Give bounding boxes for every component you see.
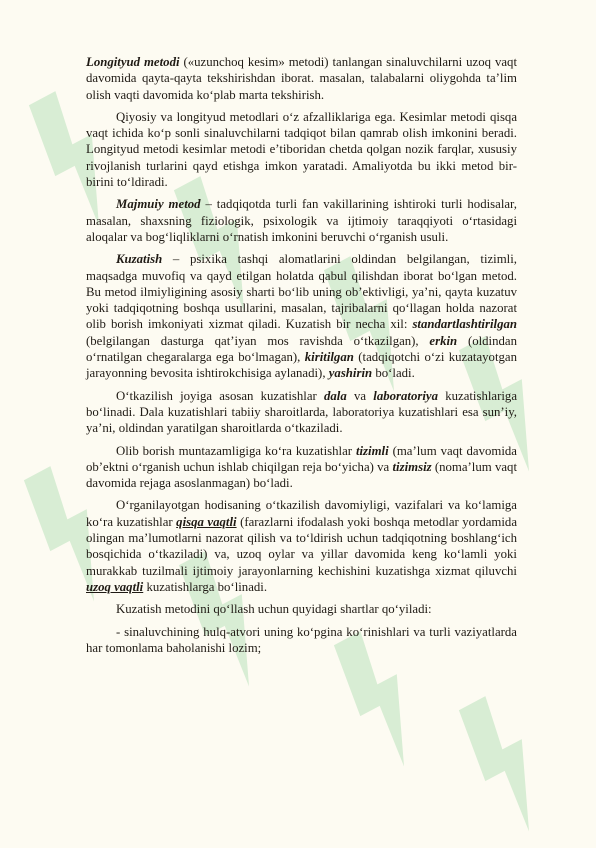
text-run: O‘tkazilish joyiga asosan kuzatishlar <box>116 388 324 403</box>
text-run: (ma’lum vaqt davomida ob’ektni o‘rganish uchun ishlab chiqilgan reja bo‘yicha) va <box>86 443 517 474</box>
text-run: (noma’lum vaqt davomida rejaga asoslanmagan) bo‘ladi. <box>86 459 517 491</box>
text-run: (belgilangan dasturga qat’iyan mos ravishda o‘tkazilgan), <box>86 333 430 348</box>
text-run: («uzunchoq kesim» metodi) tanlangan sinaluvchilarni uzoq vaqt davomida qayta-qayta tekshirishdan iborat. masalan, talabalarni oliygohda ta’lim olish vaqti davomida ko‘plab marta tekshirish. <box>86 55 518 102</box>
paragraph <box>86 601 517 617</box>
text-run: – tadqiqotda turli fan vakillarining ishtiroki turli hodisalar, masalan, shaxsning fiziologik, psixologik va ijtimoiy taraqqiyoti o‘rtasidagi aloqalar va bog‘liqliklarni o‘rnatish imkonini beruvchi o‘rganish usuli. <box>86 197 517 244</box>
text-run: - sinaluvchining hulq-atvori uning ko‘pgina ko‘rinishlari va turli vaziyatlarda har tomonlama baholanishi lozim; <box>86 624 517 655</box>
text-run: (tadqiqotchi o‘zi kuzatayotgan jarayonning bevosita ishtirokchisiga aylanadi), <box>86 350 517 381</box>
paragraph <box>86 388 517 437</box>
text-run: (farazlarni ifodalash yoki boshqa metodlar yordamida olingan ma’lumotlarni nazorat qilish va to‘ldirish uchun tadqiqotning boshlang‘ich bosqichida o‘tkaziladi) va, uzoq oylar va yillar davomida keng ko‘lamli yoki murakkab tuzilmali ijtimoiy jarayonlarning kechishini kuzatishga xizmat qiluvchi <box>86 514 518 578</box>
text-run: va <box>346 388 374 403</box>
emphasized-term: standartlashtirilgan <box>412 317 517 332</box>
emphasized-term: yashirin <box>328 366 373 381</box>
text-run: O‘rganilayotgan hodisaning o‘tkazilish davomiyligi, vazifalari va ko‘lamiga ko‘ra kuzatishlar <box>86 498 517 529</box>
emphasized-term: Kuzatish <box>116 252 163 267</box>
emphasized-term: tizimsiz <box>392 459 432 474</box>
emphasized-term: kiritilgan <box>304 350 354 365</box>
text-run: Olib borish muntazamligiga ko‘ra kuzatishlar <box>116 443 356 458</box>
text-run: Kuzatish metodini qo‘llash uchun quyidagi shartlar qo‘yiladi: <box>116 602 432 617</box>
text-run: bo‘ladi. <box>372 366 415 381</box>
emphasized-term: Longityud metodi <box>86 55 180 69</box>
paragraph <box>86 624 517 657</box>
paragraph <box>86 251 517 381</box>
emphasized-term: laboratoriya <box>373 388 438 403</box>
text-run: (oldindan o‘rnatilgan chegaralarga ega bo‘lmagan), <box>86 333 517 365</box>
text-run: kuzatishlariga bo‘linadi. Dala kuzatishlari tabiiy sharoitlarda, laboratoriya kuzatishlari esa sun’iy, ya’ni, oldindan yaratilgan sharoitlarda o‘tkaziladi. <box>86 388 517 436</box>
text-run: – psixika tashqi alomatlarini oldindan belgilangan, tizimli, maqsadga muvofiq va qayd etilgan holatda qabul qilishdan iborat bo‘lgan metod. Bu metod ilmiyligining asosiy sharti bo‘lib uning ob’ektivligi, ya’ni, qayta kuzatuv yoki tadqiqotning boshqa usullarini, masalan, tajribalarni qo‘llagan holda nazorat olib borish imkoniyati xizmat qiladi. Kuzatish bir necha xil: <box>86 252 517 332</box>
emphasized-term: dala <box>324 388 347 403</box>
paragraph <box>86 54 517 103</box>
paragraph <box>86 109 517 190</box>
paragraph <box>86 196 517 245</box>
paragraph <box>86 497 517 595</box>
watermark-logo <box>439 682 571 847</box>
body-text <box>86 54 517 662</box>
paragraph <box>86 443 517 492</box>
text-run: Qiyosiy va longityud metodlari o‘z afzalliklariga ega. Kesimlar metodi qisqa vaqt ichida ko‘p sonli sinaluvchilarni tadqiqot bilan qamrab olish imkonini beradi. Longityud metodi kesimlar metodi e’tiboridan chetda qolgan nozik farqlar, xususiy rivojlanish turlarini qayd etishga imkon yaratadi. Amaliyotda bu ikki metod bir-birini to‘ldiradi. <box>86 109 517 190</box>
emphasized-term: erkin <box>429 333 458 348</box>
text-run: kuzatishlarga bo‘linadi. <box>143 579 268 594</box>
emphasized-term: qisqa vaqtli <box>176 514 237 529</box>
emphasized-term: Majmuiy metod <box>116 197 201 212</box>
emphasized-term: uzoq vaqtli <box>86 579 144 594</box>
emphasized-term: tizimli <box>355 443 389 458</box>
